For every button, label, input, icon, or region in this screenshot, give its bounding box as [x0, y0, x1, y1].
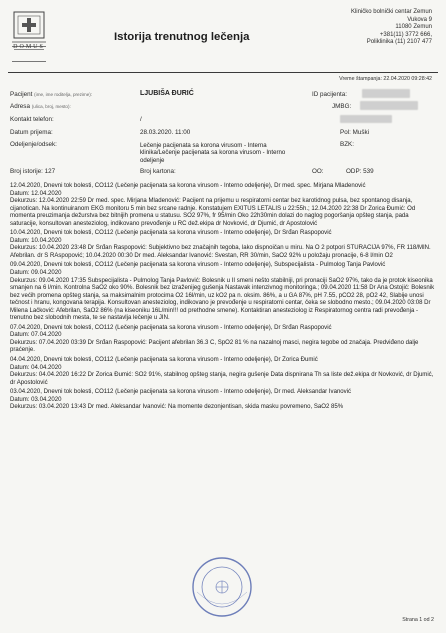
- official-stamp: [191, 556, 253, 618]
- odeljenje-label: Odeljenje/odsek:: [10, 141, 57, 148]
- bzk-label: BZK:: [340, 141, 354, 148]
- patient-name: LJUBIŠA ĐURIĆ: [140, 90, 194, 97]
- odp-label: [346, 168, 374, 175]
- print-timestamp: Vreme štampanja: 22.04.2020 09:28:42: [339, 76, 432, 82]
- document-title: Istorija trenutnog lečenja: [114, 31, 250, 43]
- logo-text: DOMUS: [13, 44, 45, 50]
- broj-istorije-label: [10, 168, 55, 175]
- entry-text: Dekurzus: 07.04.2020 03:39 Dr Srđan Raspopović: Pacijent afebrilan 36.3 C, SpO2 81 % na nazalnoj masci, negira tegobe od značaja. Predviđeno dalje praćenje.: [10, 339, 419, 354]
- id-label: ID pacijenta:: [312, 91, 348, 98]
- entry-date: Datum: 04.04.2020: [10, 364, 62, 371]
- history-entry: [10, 389, 436, 412]
- pacijent-label-text: Pacijent: [10, 91, 33, 98]
- redacted-field: [340, 115, 392, 123]
- redacted-id: [362, 89, 410, 98]
- entry-text: Dekurzus: 04.04.2020 16:22 Dr Zorica Đumić: SO2 91%, stabilnog opšteg stanja, negira gušenje Data dispnirana Th sa liste dež.ekipa dr Novković, dr Djumić, dr Apostolović: [10, 372, 434, 386]
- oo-label: OO:: [312, 168, 324, 175]
- entry-heading: 10.04.2020, Dnevni tok bolesti, CO112 (Lečenje pacijenata sa korona virusom - Interno odeljenje), Dr Srđan Raspopović: [10, 230, 332, 237]
- adresa-label: [10, 103, 71, 110]
- jmbg-label: JMBG:: [332, 103, 352, 110]
- adresa-label-text: Adresa: [10, 103, 30, 110]
- pol-label: [340, 129, 369, 136]
- entry-date: Datum: 12.04.2020: [10, 190, 62, 197]
- entry-date: Datum: 10.04.2020: [10, 237, 62, 244]
- history-entry: [10, 230, 436, 260]
- broj-istorije-value: 127: [44, 168, 56, 175]
- header-divider: [8, 72, 438, 73]
- broj-istorije-label-text: Broj istorije:: [10, 168, 43, 175]
- history-entry: [10, 357, 436, 387]
- clinic-line: 11080 Zemun: [395, 24, 432, 31]
- broj-kartona-label: Broj kartona:: [140, 168, 176, 175]
- redacted-jmbg: [360, 101, 418, 110]
- hospital-logo: [8, 8, 50, 70]
- page-number: Strana 1 od 2: [402, 617, 434, 623]
- clinic-line: Poliklinika (11) 2107 477: [366, 39, 432, 46]
- clinic-line: Kliničko bolnički centar Zemun: [350, 9, 432, 15]
- clinic-address: [302, 9, 432, 47]
- pacijent-label: [10, 91, 92, 98]
- clinic-line: +381(11) 3772 666,: [379, 31, 432, 38]
- entry-heading: 07.04.2020, Dnevni tok bolesti, CO112 (Lečenje pacijenata sa korona virusom - Interno odeljenje), Dr Srđan Raspopović: [10, 324, 332, 331]
- pol-label-text: Pol:: [340, 129, 351, 136]
- pacijent-hint: (ime, ime roditelja, prezime):: [34, 92, 93, 97]
- adresa-hint: (ulica, broj, mesto):: [31, 104, 71, 109]
- odp-value: 539: [363, 168, 374, 175]
- pol-value: Muški: [352, 129, 370, 136]
- entry-heading: 03.04.2020, Dnevni tok bolesti, CO112 (Lečenje pacijenata sa korona virusom - Interno odeljenje), Dr med. Aleksandar Ivanović: [10, 389, 352, 396]
- datum-prijema-label: Datum prijema:: [10, 129, 53, 136]
- clinic-line: Vukova 9: [407, 16, 432, 23]
- kontakt-label: Kontakt telefon:: [10, 116, 54, 123]
- datum-prijema-value: 28.03.2020. 11:00: [140, 129, 191, 136]
- entry-heading: 12.04.2020, Dnevni tok bolesti, CO112 (Lečenje pacijenata sa korona virusom - Interno odeljenje), Dr med. spec. Mirjana Mladenović: [10, 183, 366, 189]
- entry-date: Datum: 03.04.2020: [10, 396, 62, 403]
- odeljenje-value: Lečenje pacijenata sa korona virusom - Interna klinika/Lečenje pacijenata sa korona virusom - Interno odeljenje: [140, 142, 286, 164]
- history-entry: [10, 325, 436, 355]
- entry-date: Datum: 07.04.2020: [10, 332, 62, 339]
- entry-text: Dekurzus: 09.04.2020 17:35 Subspecijalista - Pulmolog Tanja Pavlović: Bolesnik u II smeni nešto stabilniji, pri pronaciji SaO2 97%, tako da je protok kiseonika smanjen na 6 l/min. Kontrolna SaO2 oko 90%. Bolesnik bez izraženijeg gušenja Nastavak intenzivnog monitoringa.; 09.04.2020 11:58 Dr Ana Ostojić: Bolesnik bez većih promena opšteg stanja, sa maksimalnim protocima O2 16l/min, uz kO2 pa n. oksim. 86%, a u GA 87%, pH 7.55, pCO2 28, pO2 42, Slabije unosi tečnost i hranu, kongovana terapija. Konsultovan anesteziolog, indikovano je prevođenje u respiratorni centar, čeka se slobodno mesto.; 09.04.2020 03:08 Dr Milena Lačković: Afebrilan, SaO2 86% (na kiseoniku 16L/min!!! od prethodne smene). Kontaktiran anesteziolog iz Respiratornog centra radi prevođenja - trenutno bez slobodnih mesta, te se nastavlja lečenje u JIN.: [10, 277, 435, 322]
- odp-label-text: ODP:: [346, 168, 362, 175]
- kontakt-value: /: [140, 116, 142, 123]
- entry-heading: 09.04.2020, Dnevni tok bolesti, CO112 (Lečenje pacijenata sa korona virusom - Interno odeljenje), Subspecijalista - Pulmolog Tanja Pavlović: [10, 262, 386, 269]
- entry-text: Dekurzus: 12.04.2020 22:59 Dr med. spec. Mirjana Mladenović: Pacijent na prijemu u respiratorni centar bez karotidnog pulsa, bez spontanog disanja, cijanotican. Na kontinuiranom EKG monitoru 5 min bez srcane radnje. Konstatujem EXITUS LETALIS u 22:55h.; 12.04.2020 22:38 Dr Zorica Đumić: Od momenta preuzimanja dežurstva bez bitnijih promena u statusu. SO2 97%, fr 95/min Oko 22h30min dolazi do naglog pogoršanja opšteg stanja, pada saturacije, konsultovan anesteziolog, indikovano prevođenje u RC dež.ekipa dr Novković, dr Djumić, dr Apostolović: [10, 198, 416, 227]
- entry-heading: 04.04.2020, Dnevni tok bolesti, CO112 (Lečenje pacijenata sa korona virusom - Interno odeljenje), Dr Zorica Đumić: [10, 357, 318, 364]
- entry-date: Datum: 09.04.2020: [10, 270, 62, 277]
- entry-text: Dekurzus: 03.04.2020 13:43 Dr med. Aleksandar Ivanović: Na momente dezonjentisan, skida masku povremeno, SaO2 85%: [10, 404, 344, 411]
- treatment-history: [10, 183, 436, 414]
- entry-text: Dekurzus: 10.04.2020 23:48 Dr Srđan Raspopović: Subjektivno bez značajnih tegoba, lako dispnoičan u miru. Na O 2 potpori STURACIJA 97%, FR 118/MIN. Afebrilan. dr S RAspopović; 10.04.2020 00:30 Dr med. Aleksandar Ivanović: Svestan, RR 30/min, SaO2 92% u položaju pronacije, 6-8 l/min O2: [10, 245, 431, 259]
- history-entry: [10, 262, 436, 322]
- history-entry: [10, 183, 436, 228]
